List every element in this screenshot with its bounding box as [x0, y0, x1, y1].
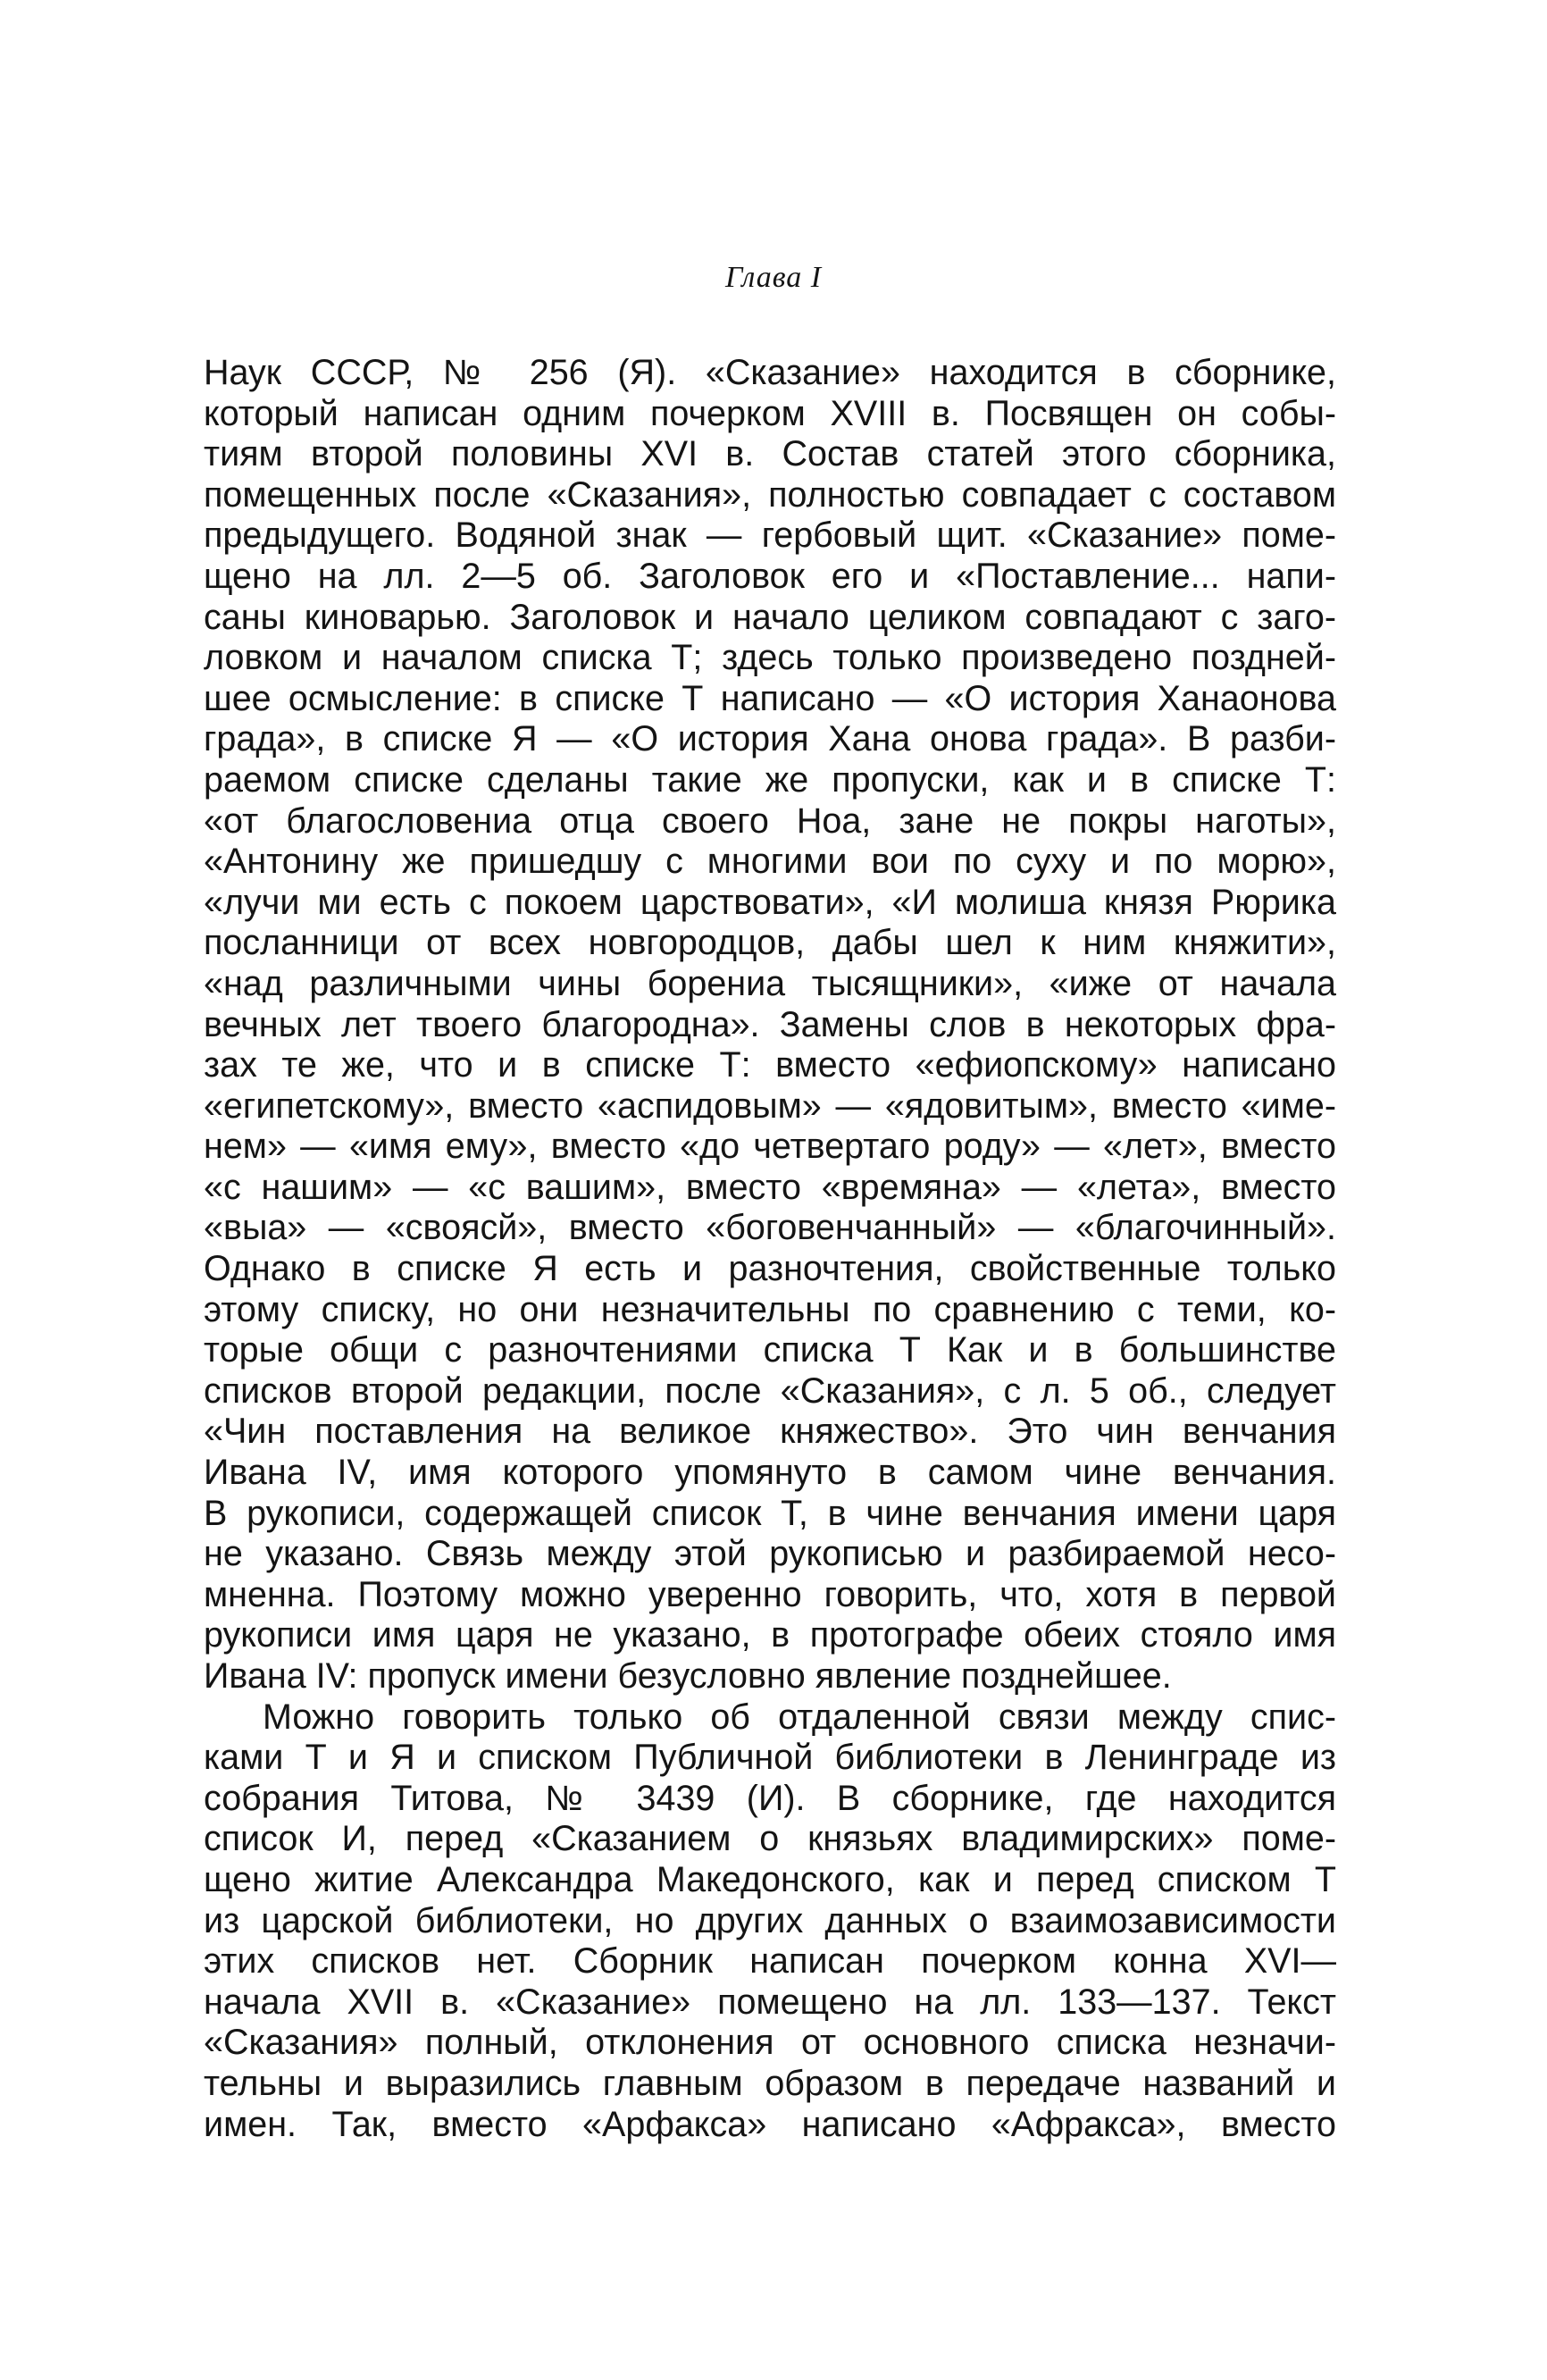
running-head: Глава I	[724, 261, 823, 294]
text-line: Ивана IV: пропуск имени безусловно явление позднейшее.	[204, 1656, 1172, 1696]
text-line: этому списку, но они незначительны по сравнению с теми, ко-	[204, 1289, 1336, 1329]
text-line: имен. Так, вместо «Арфакса» написано «Афракса», вместо	[204, 2104, 1336, 2144]
text-line: щено на лл. 2—5 об. Заголовок его и «Поставление... напи-	[204, 556, 1336, 596]
text-line: «над различными чины борениа тысящники», «иже от начала	[204, 963, 1336, 1003]
text-line: списков второй редакции, после «Сказания», с л. 5 об., следует	[204, 1370, 1336, 1411]
body-text	[204, 353, 1336, 2145]
text-line: который написан одним почерком XVIII в. Посвящен он собы-	[204, 393, 1336, 433]
text-line: тиям второй половины XVI в. Состав статей этого сборника,	[204, 434, 1336, 474]
text-line: посланници от всех новгородцов, дабы шел к ним княжити»,	[204, 923, 1336, 963]
text-line: «с нашим» — «с вашим», вместо «времяна» — «лета», вместо	[204, 1167, 1336, 1207]
text-line: начала XVII в. «Сказание» помещено на лл. 133—137. Текст	[204, 1982, 1336, 2022]
text-line: вечных лет твоего благородна». Замены слов в некоторых фра-	[204, 1004, 1336, 1044]
text-line: ловком и началом списка Т; здесь только произведено поздней-	[204, 638, 1336, 678]
text-line: В рукописи, содержащей список Т, в чине венчания имени царя	[204, 1493, 1336, 1533]
text-line: нем» — «имя ему», вместо «до четвертаго роду» — «лет», вместо	[204, 1127, 1336, 1167]
text-line: раемом списке сделаны такие же пропуски, как и в списке Т:	[204, 759, 1336, 800]
text-line: помещенных после «Сказания», полностью совпадает с составом	[204, 474, 1336, 515]
text-line: Можно говорить только об отдаленной связи между спис-	[263, 1697, 1336, 1737]
text-line: предыдущего. Водяной знак — гербовый щит. «Сказание» поме-	[204, 515, 1336, 556]
text-line: зах те же, что и в списке Т: вместо «ефиопскому» написано	[204, 1045, 1336, 1085]
text-line: не указано. Связь между этой рукописью и разбираемой несо-	[204, 1534, 1336, 1574]
text-line: тельны и выразились главным образом в передаче названий и	[204, 2063, 1336, 2103]
text-line: шее осмысление: в списке Т написано — «О история Ханаонова	[204, 678, 1336, 718]
text-line: собрания Титова, № 3439 (И). В сборнике, где находится	[204, 1778, 1336, 1818]
text-line: Ивана IV, имя которого упомянуто в самом чине венчания.	[204, 1453, 1336, 1493]
text-line: «египетскому», вместо «аспидовым» — «ядовитым», вместо «име-	[204, 1085, 1336, 1126]
text-line: ками Т и Я и списком Публичной библиотеки в Ленинграде из	[204, 1738, 1336, 1778]
text-line: саны киноварью. Заголовок и начало целиком совпадают с заго-	[204, 597, 1336, 637]
text-line: «лучи ми есть с покоем царствовати», «И молиша князя Рюрика	[204, 882, 1336, 922]
text-line: список И, перед «Сказанием о князьях владимирских» поме-	[204, 1819, 1336, 1859]
text-line: «Сказания» полный, отклонения от основного списка незначи-	[204, 2023, 1336, 2063]
text-line: «Чин поставления на великое княжество». Это чин венчания	[204, 1412, 1336, 1452]
text-line: Наук СССР, № 256 (Я). «Сказание» находится в сборнике,	[204, 353, 1336, 392]
text-line: мненна. Поэтому можно уверенно говорить, что, хотя в первой	[204, 1574, 1336, 1614]
text-line: «Антонину же пришедшу с многими вои по суху и по морю»,	[204, 842, 1336, 882]
text-line: града», в списке Я — «О история Хана онова града». В разби-	[204, 719, 1336, 759]
text-line: этих списков нет. Сборник написан почерком конна XVI—	[204, 1941, 1336, 1982]
text-line: рукописи имя царя не указано, в протографе обеих стояло имя	[204, 1615, 1336, 1655]
text-line: из царской библиотеки, но других данных о взаимозависимости	[204, 1900, 1336, 1940]
text-line: щено житие Александра Македонского, как и перед списком Т	[204, 1859, 1336, 1899]
text-line: торые общи с разночтениями списка Т Как и в большинстве	[204, 1330, 1336, 1370]
text-line: Однако в списке Я есть и разночтения, свойственные только	[204, 1249, 1336, 1289]
text-line: «выа» — «своясй», вместо «боговенчанный» — «благочинный».	[204, 1208, 1336, 1248]
text-line: «от благословениа отца своего Ноа, зане не покры наготы»,	[204, 800, 1336, 841]
